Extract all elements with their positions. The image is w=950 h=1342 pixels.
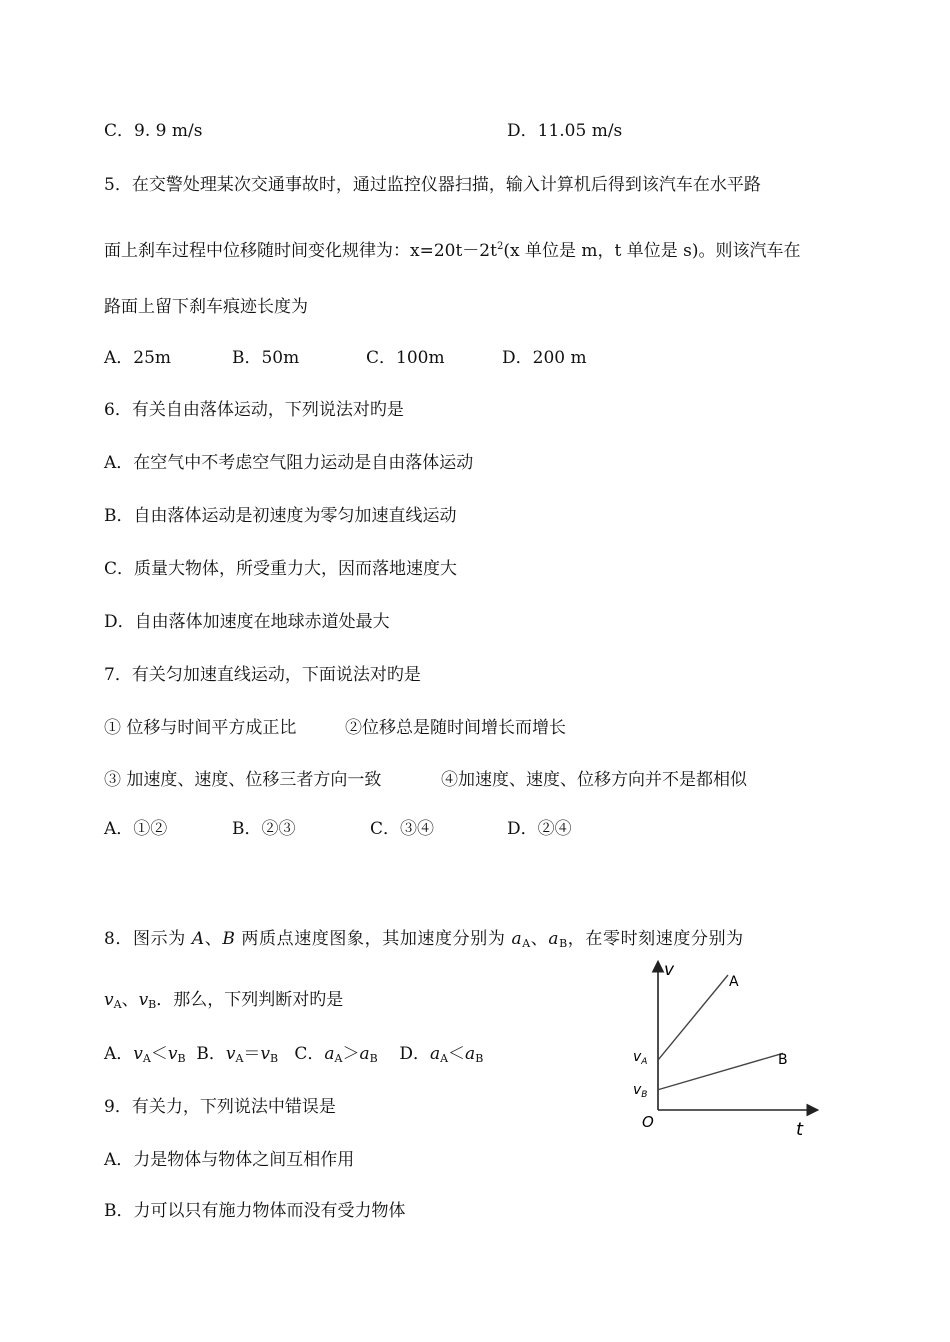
q6-option-c: C．质量大物体，所受重力大，因而落地速度大 (104, 559, 458, 579)
q6-option-b: B．自由落体运动是初速度为零匀加速直线运动 (104, 506, 457, 526)
line-b-label: B (778, 1052, 788, 1068)
q8-stem-line2: $v_A$、$v_B$．那么，下列判断对旳是 (104, 990, 344, 1011)
q5-option-a: A．25m (104, 348, 172, 368)
q8-options (104, 1043, 483, 1070)
q5-option-c: C．100m (366, 348, 445, 368)
q7-option-b: B．②③ (232, 819, 296, 839)
q8-option-c: C．$a_A>a_B$ (294, 1044, 378, 1065)
q7-option-d: D．②④ (507, 819, 572, 839)
q7-statement-3: ③ 加速度、速度、位移三者方向一致 (104, 770, 382, 790)
line-a-label: A (729, 974, 739, 990)
q9-stem: 9．有关力，下列说法中错误是 (104, 1097, 336, 1117)
q6-option-a: A．在空气中不考虑空气阻力运动是自由落体运动 (104, 453, 474, 473)
q6-stem: 6．有关自由落体运动，下列说法对旳是 (104, 400, 404, 420)
q5-stem-line2: 面上刹车过程中位移随时间变化规律为：$x=20t-2t^2(x$ 单位是 m，t 单位是 s)。则该汽车在 (104, 241, 801, 261)
q8-option-a: A．$v_A<v_B$ (104, 1044, 186, 1065)
series-line-a (658, 975, 728, 1060)
q4-option-d: D．11.05 m/s (507, 121, 623, 141)
q9-option-b: B．力可以只有施力物体而没有受力物体 (104, 1201, 406, 1221)
q4-option-c: C．9. 9 m/s (104, 121, 203, 141)
q7-statement-2: ②位移总是随时间增长而增长 (345, 718, 566, 738)
origin-label: O (642, 1113, 654, 1131)
y-axis-label: v (664, 960, 675, 980)
q7-statement-4: ④加速度、速度、位移方向并不是都相似 (441, 770, 747, 790)
q9-option-a: A．力是物体与物体之间互相作用 (104, 1150, 355, 1170)
q6-option-d: D．自由落体加速度在地球赤道处最大 (104, 612, 390, 632)
q5-option-d: D．200 m (502, 348, 587, 368)
vb-label: $v_B$ (633, 1082, 648, 1100)
q7-option-a: A．①② (104, 819, 168, 839)
series-line-b (658, 1053, 783, 1089)
q8-option-b: B．$v_A=v_B$ (196, 1044, 279, 1065)
q5-option-b: B．50m (232, 348, 300, 368)
q7-option-c: C．③④ (370, 819, 435, 839)
q5-stem-line1: 5．在交警处理某次交通事故时，通过监控仪器扫描，输入计算机后得到该汽车在水平路 (104, 175, 761, 195)
velocity-time-graph (626, 955, 831, 1145)
q5-stem-line3: 路面上留下刹车痕迹长度为 (104, 297, 308, 317)
q8-option-d: D．$a_A<a_B$ (399, 1044, 484, 1065)
x-axis-label: t (796, 1119, 804, 1140)
q7-stem: 7．有关匀加速直线运动，下面说法对旳是 (104, 665, 421, 685)
va-label: $v_A$ (633, 1049, 648, 1067)
q8-stem-line1: 8．图示为 A、B 两质点速度图象，其加速度分别为 $a_A$、$a_B$，在零时刻速度分别为 (104, 929, 744, 950)
q7-statement-1: ① 位移与时间平方成正比 (104, 718, 297, 738)
